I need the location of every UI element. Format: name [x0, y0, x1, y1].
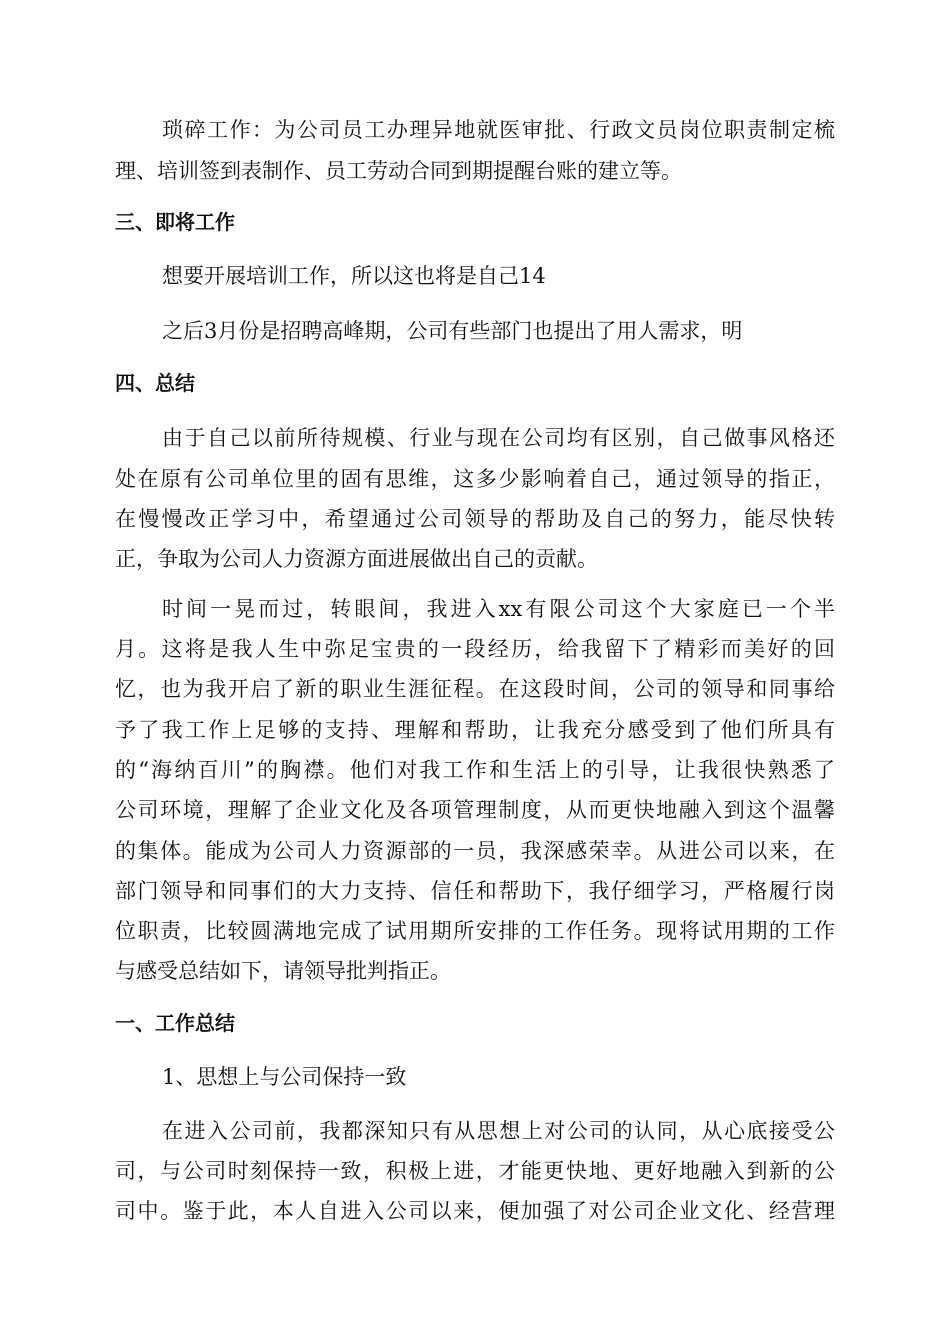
section-heading: 四、总结: [115, 371, 195, 395]
paragraph-line: 理、培训签到表制作、员工劳动合同到期提醒台账的建立等。: [115, 159, 682, 183]
subheading-line: 1、思想上与公司保持一致: [162, 1065, 407, 1089]
paragraph-line: 的“海纳百川”的胸襟。他们对我工作和生活上的引导，让我很快熟悉了: [115, 758, 835, 782]
paragraph-line: 月。这将是我人生中弥足宝贵的一段经历，给我留下了精彩而美好的回: [115, 637, 835, 661]
paragraph-line: 部门领导和同事们的大力支持、信任和帮助下，我仔细学习，严格履行岗: [115, 879, 835, 903]
paragraph-line: 位职责，比较圆满地完成了试用期所安排的工作任务。现将试用期的工作: [115, 919, 835, 943]
paragraph-line: 司中。鉴于此，本人自进入公司以来，便加强了对公司企业文化、经营理: [115, 1199, 835, 1223]
paragraph-line: 在进入公司前，我都深知只有从思想上对公司的认同，从心底接受公: [162, 1119, 835, 1143]
paragraph-line: 公司环境，理解了企业文化及各项管理制度，从而更快地融入到这个温馨: [115, 798, 835, 822]
paragraph-line: 琐碎工作：为公司员工办理异地就医审批、行政文员岗位职责制定梳: [162, 118, 835, 142]
paragraph-line: 处在原有公司单位里的固有思维，这多少影响着自己，通过领导的指正，: [115, 467, 835, 491]
paragraph-line: 由于自己以前所待规模、行业与现在公司均有区别，自己做事风格还: [162, 426, 835, 450]
paragraph-line: 与感受总结如下，请领导批判指正。: [115, 959, 451, 983]
section-heading: 三、即将工作: [115, 210, 235, 234]
paragraph-line: 忆，也为我开启了新的职业生涯征程。在这段时间，公司的领导和同事给: [115, 677, 835, 701]
section-heading: 一、工作总结: [115, 1011, 235, 1035]
paragraph-line: 司，与公司时刻保持一致，积极上进，才能更快地、更好地融入到新的公: [115, 1159, 835, 1183]
paragraph-line: 正，争取为公司人力资源方面进展做出自己的贡献。: [115, 547, 598, 571]
paragraph-line: 的集体。能成为公司人力资源部的一员，我深感荣幸。从进公司以来，在: [115, 839, 835, 863]
paragraph-line: 之后3月份是招聘高峰期，公司有些部门也提出了用人需求，明: [162, 319, 743, 343]
paragraph-line: 予了我工作上足够的支持、理解和帮助，让我充分感受到了他们所具有: [115, 718, 835, 742]
paragraph-line: 想要开展培训工作，所以这也将是自己14: [162, 264, 546, 288]
paragraph-line: 时间一晃而过，转眼间，我进入xx有限公司这个大家庭已一个半: [162, 597, 835, 621]
paragraph-line: 在慢慢改正学习中，希望通过公司领导的帮助及自己的努力，能尽快转: [115, 507, 835, 531]
